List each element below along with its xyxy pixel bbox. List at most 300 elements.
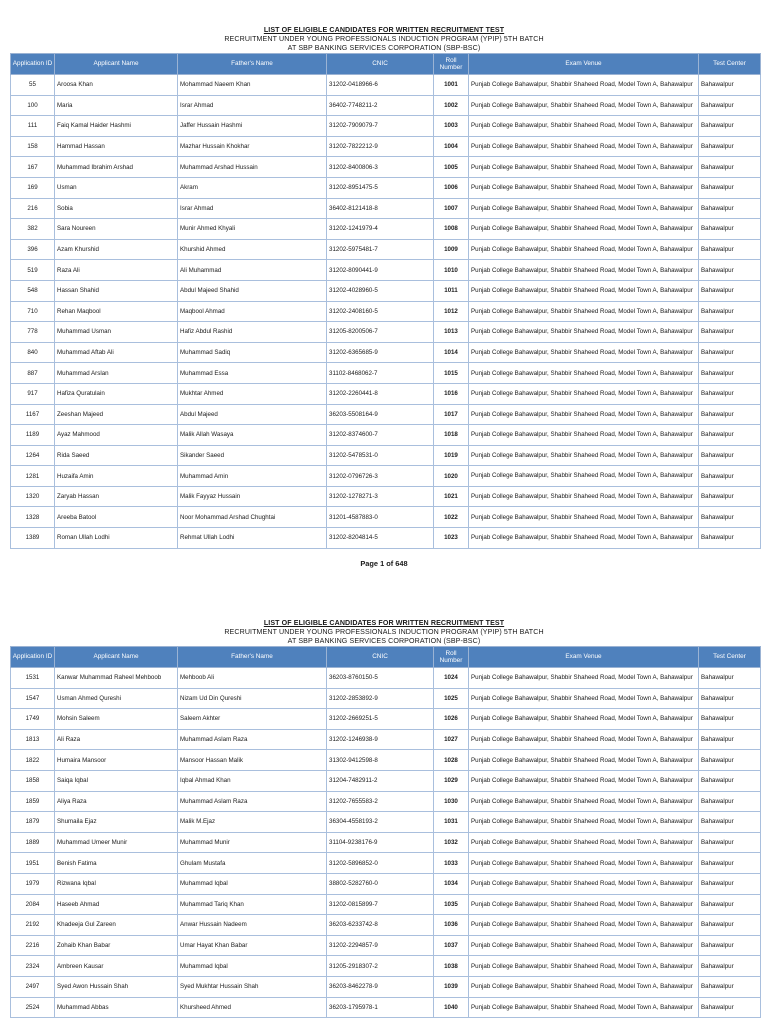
document-header (0, 0, 768, 53)
roll-number-cell: 1004 (434, 136, 469, 157)
cnic-cell: 31302-9412598-8 (327, 750, 434, 771)
test-center-cell: Bahawalpur (699, 812, 761, 833)
application-id-cell: 887 (11, 363, 55, 384)
cnic-cell: 36203-8760150-5 (327, 668, 434, 689)
roll-number-cell: 1032 (434, 832, 469, 853)
column-header-roll-number: Roll Number (434, 647, 469, 668)
table-row (11, 853, 761, 874)
applicant-name-cell: Aroosa Khan (55, 75, 178, 96)
roll-number-cell: 1025 (434, 688, 469, 709)
table-row (11, 791, 761, 812)
column-header-cnic: CNIC (327, 54, 434, 75)
fathers-name-cell: Hafiz Abdul Rashid (178, 322, 327, 343)
table-row (11, 832, 761, 853)
applicant-name-cell: Hammad Hassan (55, 136, 178, 157)
exam-venue-cell: Punjab College Bahawalpur, Shabbir Shaheed Road, Model Town A, Bahawalpur (469, 832, 699, 853)
test-center-cell: Bahawalpur (699, 956, 761, 977)
cnic-cell: 31202-4028960-5 (327, 280, 434, 301)
table-row (11, 198, 761, 219)
cnic-cell: 31202-7909079-7 (327, 116, 434, 137)
applicant-name-cell: Syed Awon Hussain Shah (55, 976, 178, 997)
application-id-cell: 396 (11, 239, 55, 260)
application-id-cell: 1822 (11, 750, 55, 771)
applicant-name-cell: Muhammad Aftab Ali (55, 342, 178, 363)
cnic-cell: 31104-9238176-9 (327, 832, 434, 853)
test-center-cell: Bahawalpur (699, 157, 761, 178)
roll-number-cell: 1022 (434, 507, 469, 528)
cnic-cell: 31202-8374600-7 (327, 425, 434, 446)
fathers-name-cell: Syed Mukhtar Hussain Shah (178, 976, 327, 997)
exam-venue-cell: Punjab College Bahawalpur, Shabbir Shaheed Road, Model Town A, Bahawalpur (469, 688, 699, 709)
applicant-name-cell: Hafiza Quratulain (55, 383, 178, 404)
roll-number-cell: 1001 (434, 75, 469, 96)
cnic-cell: 31202-8951475-5 (327, 177, 434, 198)
application-id-cell: 1879 (11, 812, 55, 833)
exam-venue-cell: Punjab College Bahawalpur, Shabbir Shaheed Road, Model Town A, Bahawalpur (469, 342, 699, 363)
document-subtitle: RECRUITMENT UNDER YOUNG PROFESSIONALS INDUCTION PROGRAM (YPIP) 5TH BATCH (224, 35, 544, 43)
table-row (11, 157, 761, 178)
document-title: LIST OF ELIGIBLE CANDIDATES FOR WRITTEN RECRUITMENT TEST (263, 26, 505, 34)
application-id-cell: 382 (11, 219, 55, 240)
fathers-name-cell: Ali Muhammad (178, 260, 327, 281)
fathers-name-cell: Sikander Saeed (178, 445, 327, 466)
application-id-cell: 111 (11, 116, 55, 137)
exam-venue-cell: Punjab College Bahawalpur, Shabbir Shaheed Road, Model Town A, Bahawalpur (469, 770, 699, 791)
table-row (11, 709, 761, 730)
cnic-cell: 36402-8121418-8 (327, 198, 434, 219)
application-id-cell: 55 (11, 75, 55, 96)
application-id-cell: 1979 (11, 873, 55, 894)
fathers-name-cell: Anwar Hussain Nadeem (178, 915, 327, 936)
fathers-name-cell: Munir Ahmed Khyali (178, 219, 327, 240)
fathers-name-cell: Muhammad Tariq Khan (178, 894, 327, 915)
table-row (11, 219, 761, 240)
table-row (11, 668, 761, 689)
test-center-cell: Bahawalpur (699, 177, 761, 198)
application-id-cell: 1858 (11, 770, 55, 791)
cnic-cell: 31202-2853892-9 (327, 688, 434, 709)
page-footer: Page 1 of 648 (360, 558, 408, 568)
test-center-cell: Bahawalpur (699, 976, 761, 997)
application-id-cell: 2192 (11, 915, 55, 936)
applicant-name-cell: Usman (55, 177, 178, 198)
roll-number-cell: 1038 (434, 956, 469, 977)
fathers-name-cell: Muhammad Munir (178, 832, 327, 853)
cnic-cell: 31202-6365685-9 (327, 342, 434, 363)
column-header-test-center: Test Center (699, 647, 761, 668)
exam-venue-cell: Punjab College Bahawalpur, Shabbir Shaheed Road, Model Town A, Bahawalpur (469, 301, 699, 322)
exam-venue-cell: Punjab College Bahawalpur, Shabbir Shaheed Road, Model Town A, Bahawalpur (469, 668, 699, 689)
test-center-cell: Bahawalpur (699, 404, 761, 425)
application-id-cell: 1813 (11, 729, 55, 750)
cnic-cell: 31204-7482911-2 (327, 770, 434, 791)
roll-number-cell: 1010 (434, 260, 469, 281)
document-organization: AT SBP BANKING SERVICES CORPORATION (SBP-BSC) (287, 637, 481, 645)
test-center-cell: Bahawalpur (699, 894, 761, 915)
application-id-cell: 216 (11, 198, 55, 219)
roll-number-cell: 1027 (434, 729, 469, 750)
application-id-cell: 169 (11, 177, 55, 198)
roll-number-cell: 1040 (434, 997, 469, 1018)
roll-number-cell: 1024 (434, 668, 469, 689)
exam-venue-cell: Punjab College Bahawalpur, Shabbir Shaheed Road, Model Town A, Bahawalpur (469, 709, 699, 730)
application-id-cell: 1749 (11, 709, 55, 730)
table-row (11, 915, 761, 936)
application-id-cell: 1167 (11, 404, 55, 425)
test-center-cell: Bahawalpur (699, 832, 761, 853)
test-center-cell: Bahawalpur (699, 425, 761, 446)
cnic-cell: 36402-7748211-2 (327, 95, 434, 116)
application-id-cell: 1889 (11, 832, 55, 853)
roll-number-cell: 1037 (434, 935, 469, 956)
table-header-row (11, 54, 761, 75)
fathers-name-cell: Muhammad Sadiq (178, 342, 327, 363)
table-row (11, 750, 761, 771)
cnic-cell: 31205-8200506-7 (327, 322, 434, 343)
test-center-cell: Bahawalpur (699, 363, 761, 384)
application-id-cell: 778 (11, 322, 55, 343)
cnic-cell: 31202-5975481-7 (327, 239, 434, 260)
roll-number-cell: 1030 (434, 791, 469, 812)
applicant-name-cell: Muhammad Arslan (55, 363, 178, 384)
table-row (11, 425, 761, 446)
roll-number-cell: 1023 (434, 528, 469, 549)
exam-venue-cell: Punjab College Bahawalpur, Shabbir Shaheed Road, Model Town A, Bahawalpur (469, 507, 699, 528)
roll-number-cell: 1036 (434, 915, 469, 936)
application-id-cell: 1951 (11, 853, 55, 874)
exam-venue-cell: Punjab College Bahawalpur, Shabbir Shaheed Road, Model Town A, Bahawalpur (469, 198, 699, 219)
column-header-applicant-name: Applicant Name (55, 54, 178, 75)
roll-number-cell: 1028 (434, 750, 469, 771)
test-center-cell: Bahawalpur (699, 342, 761, 363)
test-center-cell: Bahawalpur (699, 709, 761, 730)
table-row (11, 445, 761, 466)
test-center-cell: Bahawalpur (699, 136, 761, 157)
exam-venue-cell: Punjab College Bahawalpur, Shabbir Shaheed Road, Model Town A, Bahawalpur (469, 280, 699, 301)
applicant-name-cell: Muhammad Usman (55, 322, 178, 343)
table-row (11, 136, 761, 157)
application-id-cell: 1547 (11, 688, 55, 709)
column-header-roll-number: Roll Number (434, 54, 469, 75)
roll-number-cell: 1020 (434, 466, 469, 487)
roll-number-cell: 1008 (434, 219, 469, 240)
applicant-name-cell: Aliya Raza (55, 791, 178, 812)
roll-number-cell: 1035 (434, 894, 469, 915)
roll-number-cell: 1019 (434, 445, 469, 466)
test-center-cell: Bahawalpur (699, 466, 761, 487)
table-row (11, 301, 761, 322)
cnic-cell: 31202-1278271-3 (327, 486, 434, 507)
applicant-name-cell: Areeba Batool (55, 507, 178, 528)
test-center-cell: Bahawalpur (699, 997, 761, 1018)
column-header-test-center: Test Center (699, 54, 761, 75)
test-center-cell: Bahawalpur (699, 873, 761, 894)
cnic-cell: 31202-2669251-5 (327, 709, 434, 730)
exam-venue-cell: Punjab College Bahawalpur, Shabbir Shaheed Road, Model Town A, Bahawalpur (469, 75, 699, 96)
candidates-table (10, 53, 761, 549)
table-row (11, 997, 761, 1018)
fathers-name-cell: Khursheed Ahmed (178, 997, 327, 1018)
application-id-cell: 1320 (11, 486, 55, 507)
application-id-cell: 1281 (11, 466, 55, 487)
table-row (11, 239, 761, 260)
applicant-name-cell: Maria (55, 95, 178, 116)
applicant-name-cell: Hassan Shahid (55, 280, 178, 301)
table-row (11, 75, 761, 96)
exam-venue-cell: Punjab College Bahawalpur, Shabbir Shaheed Road, Model Town A, Bahawalpur (469, 383, 699, 404)
applicant-name-cell: Kanwar Muhammad Raheel Mehboob (55, 668, 178, 689)
roll-number-cell: 1002 (434, 95, 469, 116)
cnic-cell: 36203-1795978-1 (327, 997, 434, 1018)
application-id-cell: 840 (11, 342, 55, 363)
cnic-cell: 31202-8204814-5 (327, 528, 434, 549)
applicant-name-cell: Shumaila Ejaz (55, 812, 178, 833)
applicant-name-cell: Mohsin Saleem (55, 709, 178, 730)
test-center-cell: Bahawalpur (699, 322, 761, 343)
fathers-name-cell: Noor Mohammad Arshad Chughtai (178, 507, 327, 528)
column-header-fathers-name: Father's Name (178, 647, 327, 668)
roll-number-cell: 1017 (434, 404, 469, 425)
fathers-name-cell: Umar Hayat Khan Babar (178, 935, 327, 956)
test-center-cell: Bahawalpur (699, 219, 761, 240)
table-row (11, 873, 761, 894)
table-row (11, 466, 761, 487)
test-center-cell: Bahawalpur (699, 688, 761, 709)
exam-venue-cell: Punjab College Bahawalpur, Shabbir Shaheed Road, Model Town A, Bahawalpur (469, 976, 699, 997)
roll-number-cell: 1006 (434, 177, 469, 198)
applicant-name-cell: Usman Ahmed Qureshi (55, 688, 178, 709)
roll-number-cell: 1031 (434, 812, 469, 833)
fathers-name-cell: Muhammad Aslam Raza (178, 729, 327, 750)
applicant-name-cell: Ali Raza (55, 729, 178, 750)
exam-venue-cell: Punjab College Bahawalpur, Shabbir Shaheed Road, Model Town A, Bahawalpur (469, 956, 699, 977)
cnic-cell: 31102-8468062-7 (327, 363, 434, 384)
column-header-applicant-name: Applicant Name (55, 647, 178, 668)
table-row (11, 976, 761, 997)
cnic-cell: 31202-7822212-9 (327, 136, 434, 157)
applicant-name-cell: Zaryab Hassan (55, 486, 178, 507)
fathers-name-cell: Nizam Ud Din Qureshi (178, 688, 327, 709)
applicant-name-cell: Humaira Mansoor (55, 750, 178, 771)
cnic-cell: 31202-0418966-6 (327, 75, 434, 96)
test-center-cell: Bahawalpur (699, 445, 761, 466)
document-subtitle: RECRUITMENT UNDER YOUNG PROFESSIONALS INDUCTION PROGRAM (YPIP) 5TH BATCH (224, 628, 544, 636)
cnic-cell: 31202-5896852-0 (327, 853, 434, 874)
table-row (11, 528, 761, 549)
roll-number-cell: 1033 (434, 853, 469, 874)
applicant-name-cell: Azam Khurshid (55, 239, 178, 260)
application-id-cell: 2497 (11, 976, 55, 997)
test-center-cell: Bahawalpur (699, 260, 761, 281)
table-row (11, 486, 761, 507)
roll-number-cell: 1005 (434, 157, 469, 178)
applicant-name-cell: Muhammad Abbas (55, 997, 178, 1018)
roll-number-cell: 1009 (434, 239, 469, 260)
exam-venue-cell: Punjab College Bahawalpur, Shabbir Shaheed Road, Model Town A, Bahawalpur (469, 95, 699, 116)
exam-venue-cell: Punjab College Bahawalpur, Shabbir Shaheed Road, Model Town A, Bahawalpur (469, 157, 699, 178)
test-center-cell: Bahawalpur (699, 301, 761, 322)
table-row (11, 507, 761, 528)
applicant-name-cell: Sobia (55, 198, 178, 219)
fathers-name-cell: Akram (178, 177, 327, 198)
roll-number-cell: 1012 (434, 301, 469, 322)
cnic-cell: 36203-8462278-9 (327, 976, 434, 997)
exam-venue-cell: Punjab College Bahawalpur, Shabbir Shaheed Road, Model Town A, Bahawalpur (469, 997, 699, 1018)
exam-venue-cell: Punjab College Bahawalpur, Shabbir Shaheed Road, Model Town A, Bahawalpur (469, 404, 699, 425)
exam-venue-cell: Punjab College Bahawalpur, Shabbir Shaheed Road, Model Town A, Bahawalpur (469, 116, 699, 137)
fathers-name-cell: Jaffer Hussain Hashmi (178, 116, 327, 137)
test-center-cell: Bahawalpur (699, 507, 761, 528)
column-header-application-id: Application ID (11, 647, 55, 668)
fathers-name-cell: Mohammad Naeem Khan (178, 75, 327, 96)
column-header-exam-venue: Exam Venue (469, 647, 699, 668)
test-center-cell: Bahawalpur (699, 729, 761, 750)
cnic-cell: 36203-6233742-8 (327, 915, 434, 936)
applicant-name-cell: Ambreen Kausar (55, 956, 178, 977)
fathers-name-cell: Ghulam Mustafa (178, 853, 327, 874)
cnic-cell: 31201-4587883-0 (327, 507, 434, 528)
exam-venue-cell: Punjab College Bahawalpur, Shabbir Shaheed Road, Model Town A, Bahawalpur (469, 260, 699, 281)
applicant-name-cell: Huzaifa Amin (55, 466, 178, 487)
fathers-name-cell: Rehmat Ullah Lodhi (178, 528, 327, 549)
applicant-name-cell: Benish Fatima (55, 853, 178, 874)
fathers-name-cell: Abdul Majeed Shahid (178, 280, 327, 301)
fathers-name-cell: Israr Ahmad (178, 198, 327, 219)
application-id-cell: 1531 (11, 668, 55, 689)
cnic-cell: 31202-8090441-9 (327, 260, 434, 281)
applicant-name-cell: Zeeshan Majeed (55, 404, 178, 425)
fathers-name-cell: Malik Allah Wasaya (178, 425, 327, 446)
applicant-name-cell: Muhammad Ibrahim Arshad (55, 157, 178, 178)
roll-number-cell: 1026 (434, 709, 469, 730)
exam-venue-cell: Punjab College Bahawalpur, Shabbir Shaheed Road, Model Town A, Bahawalpur (469, 363, 699, 384)
fathers-name-cell: Malik Fayyaz Hussain (178, 486, 327, 507)
fathers-name-cell: Muhammad Iqbal (178, 873, 327, 894)
test-center-cell: Bahawalpur (699, 915, 761, 936)
cnic-cell: 31202-8400806-3 (327, 157, 434, 178)
applicant-name-cell: Khadeeja Gul Zareen (55, 915, 178, 936)
applicant-name-cell: Haseeb Ahmad (55, 894, 178, 915)
application-id-cell: 167 (11, 157, 55, 178)
fathers-name-cell: Mukhtar Ahmed (178, 383, 327, 404)
roll-number-cell: 1021 (434, 486, 469, 507)
cnic-cell: 31202-0815899-7 (327, 894, 434, 915)
cnic-cell: 36304-4558193-2 (327, 812, 434, 833)
exam-venue-cell: Punjab College Bahawalpur, Shabbir Shaheed Road, Model Town A, Bahawalpur (469, 915, 699, 936)
exam-venue-cell: Punjab College Bahawalpur, Shabbir Shaheed Road, Model Town A, Bahawalpur (469, 239, 699, 260)
test-center-cell: Bahawalpur (699, 75, 761, 96)
cnic-cell: 31202-1241979-4 (327, 219, 434, 240)
table-row (11, 383, 761, 404)
test-center-cell: Bahawalpur (699, 750, 761, 771)
exam-venue-cell: Punjab College Bahawalpur, Shabbir Shaheed Road, Model Town A, Bahawalpur (469, 136, 699, 157)
fathers-name-cell: Khurshid Ahmed (178, 239, 327, 260)
fathers-name-cell: Muhammad Aslam Raza (178, 791, 327, 812)
test-center-cell: Bahawalpur (699, 280, 761, 301)
fathers-name-cell: Muhammad Iqbal (178, 956, 327, 977)
column-header-cnic: CNIC (327, 647, 434, 668)
exam-venue-cell: Punjab College Bahawalpur, Shabbir Shaheed Road, Model Town A, Bahawalpur (469, 750, 699, 771)
roll-number-cell: 1018 (434, 425, 469, 446)
exam-venue-cell: Punjab College Bahawalpur, Shabbir Shaheed Road, Model Town A, Bahawalpur (469, 219, 699, 240)
applicant-name-cell: Rida Saeed (55, 445, 178, 466)
cnic-cell: 31202-0796726-3 (327, 466, 434, 487)
applicant-name-cell: Ayaz Mahmood (55, 425, 178, 446)
exam-venue-cell: Punjab College Bahawalpur, Shabbir Shaheed Road, Model Town A, Bahawalpur (469, 466, 699, 487)
exam-venue-cell: Punjab College Bahawalpur, Shabbir Shaheed Road, Model Town A, Bahawalpur (469, 486, 699, 507)
applicant-name-cell: Sara Noureen (55, 219, 178, 240)
table-row (11, 363, 761, 384)
application-id-cell: 1189 (11, 425, 55, 446)
test-center-cell: Bahawalpur (699, 383, 761, 404)
table-row (11, 116, 761, 137)
applicant-name-cell: Muhammad Umeer Munir (55, 832, 178, 853)
applicant-name-cell: Faiq Kamal Haider Hashmi (55, 116, 178, 137)
test-center-cell: Bahawalpur (699, 486, 761, 507)
table-row (11, 95, 761, 116)
table-row (11, 322, 761, 343)
test-center-cell: Bahawalpur (699, 95, 761, 116)
document-header (0, 614, 768, 646)
applicant-name-cell: Raza Ali (55, 260, 178, 281)
roll-number-cell: 1007 (434, 198, 469, 219)
applicant-name-cell: Rizwana Iqbal (55, 873, 178, 894)
cnic-cell: 38802-5282760-0 (327, 873, 434, 894)
test-center-cell: Bahawalpur (699, 239, 761, 260)
roll-number-cell: 1029 (434, 770, 469, 791)
application-id-cell: 2524 (11, 997, 55, 1018)
application-id-cell: 1264 (11, 445, 55, 466)
document-title: LIST OF ELIGIBLE CANDIDATES FOR WRITTEN RECRUITMENT TEST (263, 619, 505, 627)
roll-number-cell: 1034 (434, 873, 469, 894)
application-id-cell: 2324 (11, 956, 55, 977)
table-header-row (11, 647, 761, 668)
applicant-name-cell: Zohaib Khan Babar (55, 935, 178, 956)
cnic-cell: 31202-2408160-5 (327, 301, 434, 322)
roll-number-cell: 1015 (434, 363, 469, 384)
roll-number-cell: 1013 (434, 322, 469, 343)
exam-venue-cell: Punjab College Bahawalpur, Shabbir Shaheed Road, Model Town A, Bahawalpur (469, 729, 699, 750)
exam-venue-cell: Punjab College Bahawalpur, Shabbir Shaheed Road, Model Town A, Bahawalpur (469, 873, 699, 894)
test-center-cell: Bahawalpur (699, 528, 761, 549)
cnic-cell: 31202-2294857-9 (327, 935, 434, 956)
fathers-name-cell: Maqbool Ahmad (178, 301, 327, 322)
test-center-cell: Bahawalpur (699, 116, 761, 137)
exam-venue-cell: Punjab College Bahawalpur, Shabbir Shaheed Road, Model Town A, Bahawalpur (469, 853, 699, 874)
column-header-exam-venue: Exam Venue (469, 54, 699, 75)
test-center-cell: Bahawalpur (699, 668, 761, 689)
roll-number-cell: 1003 (434, 116, 469, 137)
table-row (11, 342, 761, 363)
fathers-name-cell: Iqbal Ahmad Khan (178, 770, 327, 791)
application-id-cell: 2216 (11, 935, 55, 956)
cnic-cell: 36203-5508164-9 (327, 404, 434, 425)
table-body (11, 75, 761, 549)
table-body (11, 668, 761, 1018)
test-center-cell: Bahawalpur (699, 770, 761, 791)
application-id-cell: 917 (11, 383, 55, 404)
application-id-cell: 1859 (11, 791, 55, 812)
candidates-table (10, 646, 761, 1018)
exam-venue-cell: Punjab College Bahawalpur, Shabbir Shaheed Road, Model Town A, Bahawalpur (469, 177, 699, 198)
cnic-cell: 31205-2918307-2 (327, 956, 434, 977)
exam-venue-cell: Punjab College Bahawalpur, Shabbir Shaheed Road, Model Town A, Bahawalpur (469, 528, 699, 549)
exam-venue-cell: Punjab College Bahawalpur, Shabbir Shaheed Road, Model Town A, Bahawalpur (469, 425, 699, 446)
exam-venue-cell: Punjab College Bahawalpur, Shabbir Shaheed Road, Model Town A, Bahawalpur (469, 445, 699, 466)
table-row (11, 956, 761, 977)
application-id-cell: 519 (11, 260, 55, 281)
fathers-name-cell: Israr Ahmad (178, 95, 327, 116)
